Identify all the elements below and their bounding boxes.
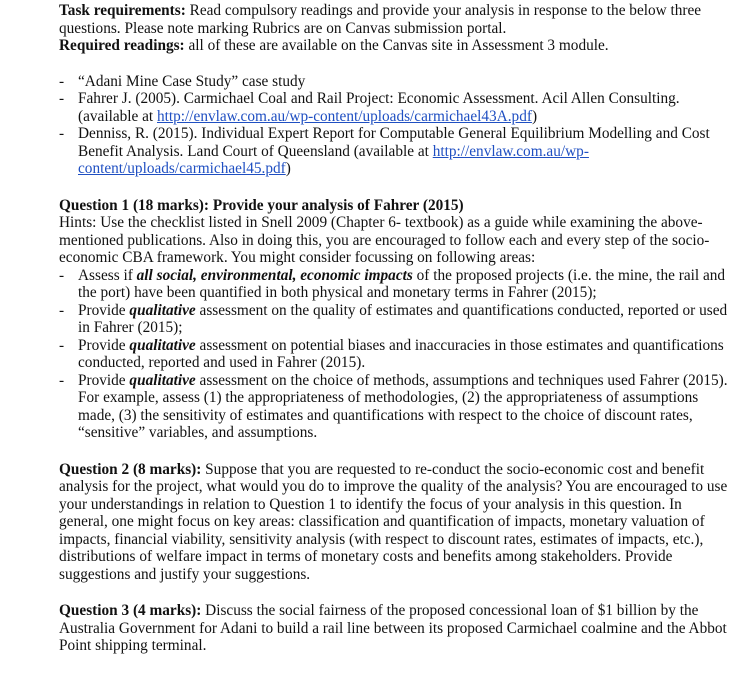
area-text: Provide xyxy=(78,371,130,389)
area-emphasis: qualitative xyxy=(129,301,196,319)
question-1-areas xyxy=(59,267,729,442)
area-emphasis: qualitative xyxy=(129,371,196,389)
question-2 xyxy=(59,461,729,584)
assignment-document xyxy=(59,2,729,655)
question-1-hints: Hints: Use the checklist listed in Snell 2009 (Chapter 6- textbook) as a guide while examining the above-mentioned publications. Also in doing this, you are encouraged to follow each and every step of the socio-economic CBA framework. You might consider focussing on following areas: xyxy=(59,214,710,266)
area-text: assessment on the quality of estimates and quantifications conducted, reported or used in Fahrer (2015); xyxy=(78,301,728,336)
task-requirements-text: Read compulsory readings and provide your analysis in response to the below three questions. Please note marking Rubrics are on Canvas submission portal. xyxy=(59,2,702,37)
denniss-report-link[interactable]: http://envlaw.com.au/wp-content/uploads/carmichael45.pdf xyxy=(78,142,589,177)
question-2-text: Suppose that you are requested to re-conduct the socio-economic cost and benefit analysis for the project, what would you do to improve the quality of the analysis? You are encouraged to use your understandings in relation to Question 1 to identify the focus of your analysis in this question. In general, one might focus on key areas: classification and quantification of impacts, monetary valuation of impacts, financial viability, sensitivity analysis (with respect to discount rates, estimates of impacts, etc.), distributions of welfare impact in terms of monetary costs and benefits among stakeholders. Provide suggestions and justify your suggestions. xyxy=(59,460,728,583)
task-requirements-label: Task requirements: xyxy=(59,2,186,19)
area-text: Provide xyxy=(78,301,130,319)
question-3-text: Discuss the social fairness of the proposed concessional loan of $1 billion by the Australia Government for Adani to build a rail line between its proposed Carmichael coalmine and the Abbot Point shipping terminal. xyxy=(59,602,727,654)
question-1-area xyxy=(59,372,729,442)
reading-text: “Adani Mine Case Study” case study xyxy=(78,72,306,90)
area-text: Assess if xyxy=(78,266,137,284)
required-readings-label: Required readings: xyxy=(59,37,185,54)
question-3 xyxy=(59,602,729,655)
area-emphasis: qualitative xyxy=(129,336,196,354)
fahrer-report-link[interactable]: http://envlaw.com.au/wp-content/uploads/carmichael43A.pdf xyxy=(157,107,532,125)
question-1-area xyxy=(59,302,729,337)
question-1-area xyxy=(59,267,729,302)
reading-text-close: ) xyxy=(531,107,538,125)
area-emphasis: all social, environmental, economic impacts xyxy=(136,266,413,284)
question-1-area xyxy=(59,337,729,372)
question-1-heading-text: Question 1 (18 marks): Provide your analysis of Fahrer (2015) xyxy=(59,196,464,214)
area-text: Provide xyxy=(78,336,130,354)
question-3-label: Question 3 (4 marks): xyxy=(59,602,202,619)
task-requirements xyxy=(59,2,729,37)
area-text: of the proposed projects (i.e. the mine, the rail and the port) have been quantified in both physical and monetary terms in Fahrer (2015); xyxy=(78,266,726,301)
readings-list xyxy=(59,73,729,178)
reading-item-fahrer xyxy=(59,90,729,125)
area-text: assessment on the choice of methods, assumptions and techniques used Fahrer (2015). For example, assess (1) the appropriateness of methodologies, (2) the appropriateness of assumptions made, (3) the sensitivity of estimates and quantifications with respect to the choice of discount rates, “sensitive” variables, and assumptions. xyxy=(78,371,728,441)
question-2-label: Question 2 (8 marks): xyxy=(59,460,202,478)
reading-text-close: ) xyxy=(285,160,291,177)
reading-text: Denniss, R. (2015). Individual Expert Report for Computable General Equilibrium Modelling and Cost Benefit Analysis. Land Court of Queensland (available at xyxy=(78,125,710,160)
reading-text: Fahrer J. (2005). Carmichael Coal and Rail Project: Economic Assessment. Acil Allen Consulting. (available at xyxy=(78,90,680,125)
question-1-heading xyxy=(59,197,729,215)
required-readings-text: all of these are available on the Canvas site in Assessment 3 module. xyxy=(184,37,609,54)
reading-item-case-study xyxy=(59,73,729,91)
required-readings xyxy=(59,37,729,55)
reading-item-denniss xyxy=(59,125,729,178)
area-text: assessment on potential biases and inaccuracies in those estimates and quantifications conducted, reported and used in Fahrer (2015). xyxy=(78,336,724,371)
